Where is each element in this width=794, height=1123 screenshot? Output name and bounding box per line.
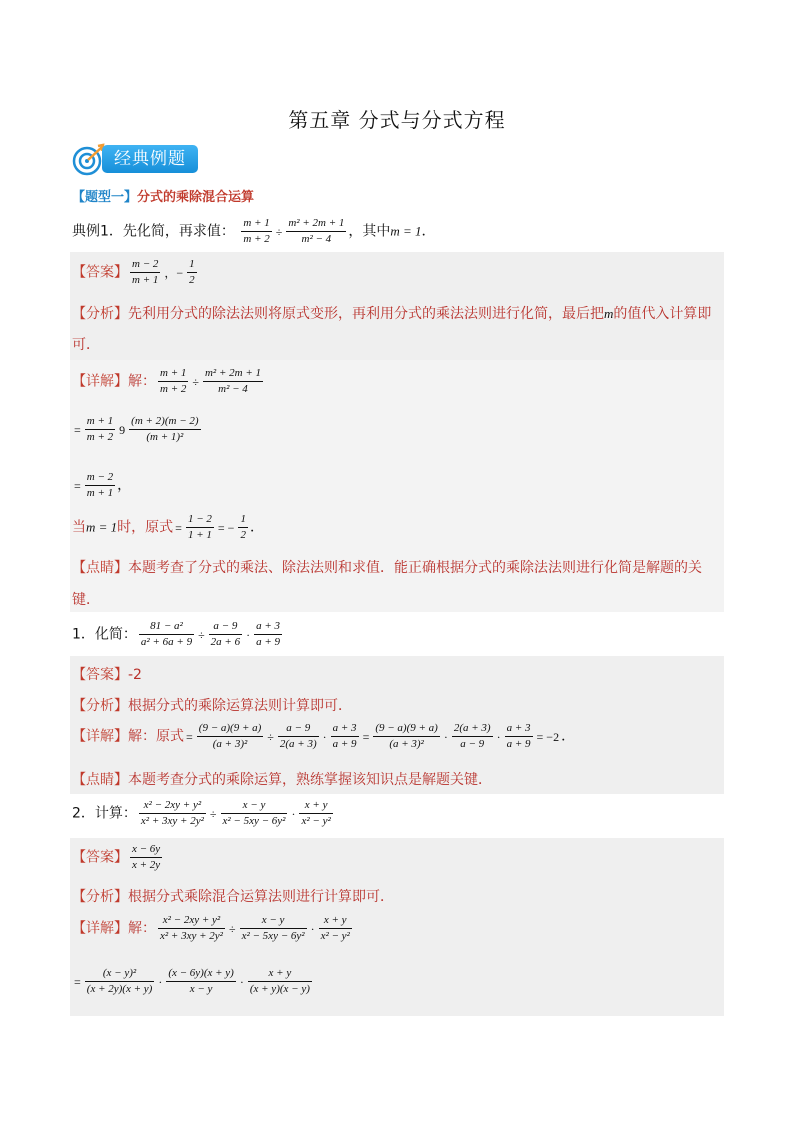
operator: ÷ bbox=[228, 921, 236, 936]
example-answer bbox=[72, 257, 199, 288]
fraction bbox=[319, 913, 352, 944]
denominator: x² + 3xy + 2y² bbox=[160, 930, 223, 942]
example-point-cont bbox=[72, 589, 100, 609]
fraction bbox=[85, 414, 115, 445]
numerator: 1 − 2 bbox=[186, 512, 214, 528]
numerator: (9 − a)(9 + a) bbox=[197, 721, 264, 737]
example-prefix: 典例1．先化简，再求值： bbox=[72, 223, 235, 240]
fraction bbox=[139, 798, 206, 829]
fraction bbox=[85, 470, 115, 501]
numerator: x² − 2xy + y² bbox=[139, 798, 206, 814]
fraction bbox=[187, 257, 197, 288]
condition: m = 1 bbox=[390, 223, 422, 239]
numerator: (x − 6y)(x + y) bbox=[166, 966, 236, 982]
operator: ÷ bbox=[198, 627, 205, 642]
numerator: x − 6y bbox=[130, 842, 162, 858]
operator: · bbox=[246, 627, 251, 642]
denominator: (a + 3)² bbox=[212, 738, 248, 750]
example-point bbox=[72, 557, 702, 577]
fraction bbox=[505, 721, 533, 752]
detail-line-2 bbox=[72, 414, 203, 445]
fraction bbox=[238, 512, 248, 543]
variable: m bbox=[604, 306, 614, 321]
punctuation: ． bbox=[249, 519, 264, 536]
denominator: m + 2 bbox=[86, 431, 114, 443]
operator: · bbox=[310, 921, 315, 936]
operator: ÷ bbox=[192, 374, 199, 389]
detail-label: 【详解】 bbox=[72, 728, 128, 745]
q1-detail bbox=[72, 721, 575, 752]
answer-label: 【答案】 bbox=[72, 667, 128, 683]
denominator: x² − 5xy − 6y² bbox=[222, 815, 286, 827]
equals: = bbox=[74, 974, 81, 989]
denominator: a − 9 bbox=[460, 738, 485, 750]
denominator: 2(a + 3) bbox=[279, 738, 317, 750]
numerator: m² + 2m + 1 bbox=[203, 366, 263, 382]
operator: · bbox=[443, 729, 448, 744]
fraction bbox=[286, 216, 346, 247]
analysis-text: 根据分式的乘除运算法则计算即可． bbox=[128, 698, 352, 714]
numerator: x − y bbox=[221, 798, 288, 814]
fraction bbox=[166, 966, 236, 997]
denominator: 2a + 6 bbox=[210, 636, 241, 648]
numerator: a − 9 bbox=[209, 619, 242, 635]
fraction bbox=[186, 512, 214, 543]
fraction bbox=[221, 798, 288, 829]
denominator: x + 2y bbox=[132, 859, 161, 871]
fraction bbox=[139, 619, 194, 650]
numerator: a − 9 bbox=[278, 721, 319, 737]
equals: = bbox=[362, 729, 370, 744]
analysis-label: 【分析】 bbox=[72, 698, 128, 714]
fraction bbox=[85, 966, 155, 997]
page-title: 第五章 分式与分式方程 bbox=[288, 108, 506, 132]
fraction bbox=[130, 257, 160, 288]
detail-start: 解： bbox=[128, 373, 156, 390]
denominator: (m + 1)² bbox=[146, 431, 184, 443]
detail-start: 解：原式 bbox=[128, 728, 184, 745]
operator: ÷ bbox=[209, 806, 217, 821]
result: = −2 bbox=[536, 729, 560, 744]
numerator: a + 3 bbox=[254, 619, 282, 635]
separator: ，− bbox=[164, 265, 184, 280]
denominator: x² − y² bbox=[301, 815, 331, 827]
numerator: (x − y)² bbox=[85, 966, 155, 982]
question-1 bbox=[72, 619, 284, 650]
numerator: m − 2 bbox=[130, 257, 160, 273]
denominator: a² + 6a + 9 bbox=[140, 636, 193, 648]
denominator: 1 + 1 bbox=[187, 529, 212, 541]
analysis-label: 【分析】 bbox=[72, 889, 128, 905]
fraction bbox=[158, 913, 225, 944]
denominator: m + 2 bbox=[160, 383, 187, 395]
fraction bbox=[197, 721, 264, 752]
fraction bbox=[278, 721, 319, 752]
fraction bbox=[299, 798, 332, 829]
operator: 9 bbox=[119, 422, 126, 437]
equals: = bbox=[74, 478, 81, 493]
denominator: m + 2 bbox=[243, 233, 270, 245]
numerator: x + y bbox=[248, 966, 312, 982]
numerator: m + 1 bbox=[158, 366, 188, 382]
fraction bbox=[240, 913, 307, 944]
denominator: a + 9 bbox=[506, 738, 531, 750]
fraction bbox=[129, 414, 200, 445]
operator: · bbox=[496, 729, 501, 744]
q2-analysis bbox=[72, 886, 394, 906]
numerator: a + 3 bbox=[331, 721, 359, 737]
answer-label: 【答案】 bbox=[72, 849, 128, 866]
q1-analysis bbox=[72, 695, 352, 715]
section-text: 分式的乘除混合运算 bbox=[137, 190, 255, 205]
example-analysis-cont bbox=[72, 334, 100, 354]
equals: = bbox=[175, 520, 182, 535]
example-question bbox=[72, 216, 436, 247]
punctuation: ． bbox=[561, 728, 576, 745]
operator: ÷ bbox=[275, 224, 283, 239]
question-prefix: 1．化简： bbox=[72, 626, 137, 643]
detail-line-4 bbox=[72, 512, 264, 543]
numerator: (m + 2)(m − 2) bbox=[129, 414, 200, 430]
denominator: x − y bbox=[189, 983, 213, 995]
q1-point bbox=[72, 769, 492, 789]
point-text: 本题考查分式的乘除运算，熟练掌握该知识点是解题关键． bbox=[128, 772, 492, 788]
operator: · bbox=[322, 729, 327, 744]
answer-value: -2 bbox=[128, 667, 142, 683]
analysis-text: 先利用分式的除法法则将原式变形，再利用分式的乘法法则进行化简，最后把 bbox=[128, 306, 604, 322]
detail-text: 当 bbox=[72, 519, 86, 536]
denominator: m² − 4 bbox=[218, 383, 248, 395]
denominator: m² − 4 bbox=[301, 233, 332, 245]
equals: = bbox=[74, 422, 81, 437]
question-prefix: 2．计算： bbox=[72, 805, 137, 822]
denominator: m + 1 bbox=[132, 274, 159, 286]
detail-line-3 bbox=[72, 470, 131, 501]
q2-detail bbox=[72, 913, 354, 944]
numerator: m − 2 bbox=[85, 470, 115, 486]
fraction bbox=[452, 721, 493, 752]
fraction bbox=[254, 619, 282, 650]
q2-detail-line-2 bbox=[72, 966, 314, 997]
question-2 bbox=[72, 798, 335, 829]
numerator: m + 1 bbox=[241, 216, 271, 232]
numerator: 1 bbox=[187, 257, 197, 273]
detail-text: 时，原式 bbox=[117, 519, 174, 536]
fraction bbox=[248, 966, 312, 997]
numerator: (9 − a)(9 + a) bbox=[373, 721, 440, 737]
numerator: 1 bbox=[238, 512, 248, 528]
numerator: m + 1 bbox=[85, 414, 115, 430]
fraction bbox=[241, 216, 271, 247]
denominator: (x + 2y)(x + y) bbox=[86, 983, 153, 995]
answer-label: 【答案】 bbox=[72, 264, 128, 281]
section-heading bbox=[72, 186, 254, 205]
operator: = − bbox=[217, 520, 235, 535]
denominator: 2 bbox=[240, 529, 246, 541]
denominator: 2 bbox=[189, 274, 195, 286]
detail-start: 解： bbox=[128, 920, 156, 937]
denominator: m + 1 bbox=[86, 487, 114, 499]
operator: · bbox=[291, 806, 296, 821]
denominator: x² − y² bbox=[320, 930, 350, 942]
numerator: m² + 2m + 1 bbox=[286, 216, 346, 232]
numerator: a + 3 bbox=[505, 721, 533, 737]
target-icon bbox=[70, 142, 106, 178]
denominator: a + 9 bbox=[332, 738, 357, 750]
fraction bbox=[209, 619, 242, 650]
numerator: x² − 2xy + y² bbox=[158, 913, 225, 929]
fraction bbox=[373, 721, 440, 752]
operator: ÷ bbox=[267, 729, 274, 744]
equals: = bbox=[186, 729, 193, 744]
operator: · bbox=[239, 974, 244, 989]
denominator: (a + 3)² bbox=[389, 738, 424, 750]
analysis-text: 的值代入计算即 bbox=[613, 306, 712, 322]
denominator: (x + y)(x − y) bbox=[249, 983, 310, 995]
point-label: 【点睛】 bbox=[72, 772, 128, 788]
analysis-label: 【分析】 bbox=[72, 306, 128, 322]
denominator: x² − 5xy − 6y² bbox=[241, 930, 305, 942]
example-end: ． bbox=[421, 223, 436, 240]
section-bracket: 【题型一】 bbox=[72, 190, 138, 205]
fraction bbox=[130, 842, 162, 873]
section-badge bbox=[70, 142, 202, 178]
numerator: 81 − a² bbox=[139, 619, 194, 635]
condition: m = 1 bbox=[86, 519, 118, 535]
badge-label: 经典例题 bbox=[102, 145, 198, 173]
q2-answer bbox=[72, 842, 164, 873]
numerator: 2(a + 3) bbox=[452, 721, 493, 737]
numerator: x + y bbox=[299, 798, 332, 814]
numerator: x − y bbox=[240, 913, 307, 929]
punctuation: ， bbox=[117, 477, 132, 494]
detail-label: 【详解】 bbox=[72, 920, 128, 937]
operator: · bbox=[158, 974, 163, 989]
fraction bbox=[203, 366, 263, 397]
detail-line-1 bbox=[72, 366, 265, 397]
example-suffix: ，其中 bbox=[348, 223, 391, 240]
analysis-text: 可． bbox=[72, 337, 100, 353]
q1-answer bbox=[72, 664, 142, 684]
point-text: 本题考查了分式的乘法、除法法则和求值．能正确根据分式的乘除法法则进行化简是解题的关 bbox=[128, 560, 702, 576]
point-label: 【点睛】 bbox=[72, 560, 128, 576]
numerator: x + y bbox=[319, 913, 352, 929]
fraction bbox=[331, 721, 359, 752]
denominator: x² + 3xy + 2y² bbox=[140, 815, 204, 827]
fraction bbox=[158, 366, 188, 397]
analysis-text: 根据分式乘除混合运算法则进行计算即可． bbox=[128, 889, 394, 905]
detail-label: 【详解】 bbox=[72, 373, 128, 390]
point-text: 键． bbox=[72, 592, 100, 608]
example-analysis bbox=[72, 303, 711, 323]
denominator: a + 9 bbox=[256, 636, 281, 648]
